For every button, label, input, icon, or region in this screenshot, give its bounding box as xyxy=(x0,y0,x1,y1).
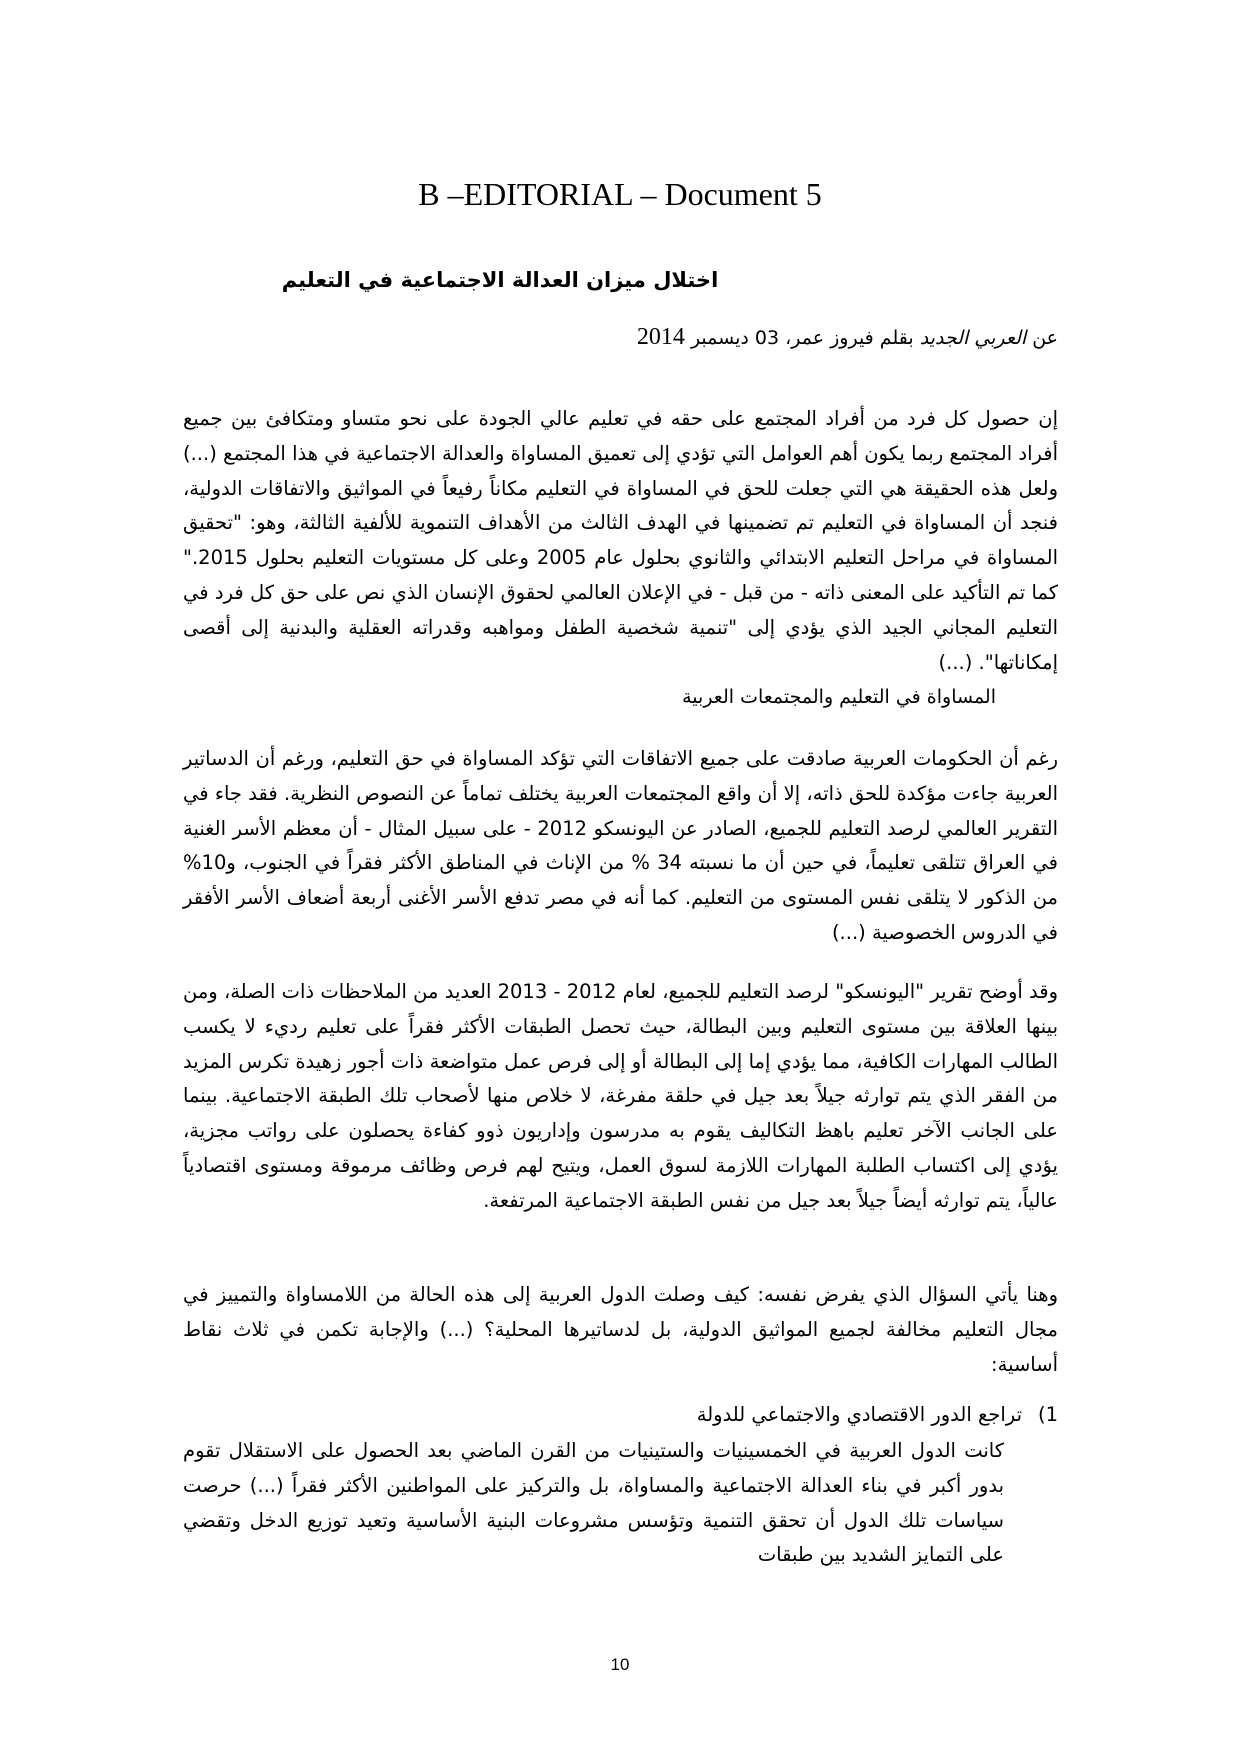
article-paragraph: إن حصول كل فرد من أفراد المجتمع على حقه في تعليم عالي الجودة على نحو متساو ومتكافئ بين جميع أفراد المجتمع ربما يكون أهم العوامل التي تؤدي إلى تعميق المساواة والعدالة الاجتماعية في هذا المجتمع (...) ولعل هذه الحقيقة هي التي جعلت للحق في المساواة في التعليم مكاناً رفيعاً في المواثيق والاتفاقات الدولية، فنجد أن المساواة في التعليم تم تضمينها في الهدف الثالث من الأهداف التنموية للألفية الثالثة، وهو: "تحقيق المساواة في مراحل التعليم الابتدائي والثانوي بحلول عام 2005 وعلى كل مستويات التعليم بحلول 2015." كما تم التأكيد على المعنى ذاته - من قبل - في الإعلان العالمي لحقوق الإنسان الذي نص على حق كل فرد في التعليم المجاني الجيد الذي يؤدي إلى "تنمية شخصية الطفل ومواهبه وقدراته العقلية والبدنية إلى أقصى إمكاناتها". (...) xyxy=(183,407,1058,674)
publication-year: 2014 xyxy=(636,324,685,350)
list-item-text: كانت الدول العربية في الخمسينيات والستينيات من القرن الماضي بعد الحصول على الاستقلال تقوم بدور أكبر في بناء العدالة الاجتماعية والمساواة، بل والتركيز على المواطنين الأكثر فقراً (...) حرصت سياسات تلك الدول أن تحقق التنمية وتؤسس مشروعات البنية الأساسية وتعيد توزيع الدخل وتقضي على التمايز الشديد بين طبقات xyxy=(183,1439,1004,1567)
page-number: 10 xyxy=(610,1655,630,1674)
source-prefix: عن xyxy=(1032,327,1058,349)
article-paragraph: وهنا يأتي السؤال الذي يفرض نفسه: كيف وصلت الدول العربية إلى هذه الحالة من اللامساواة والتمييز في مجال التعليم مخالفة لجميع المواثيق الدولية، بل لدساتيرها المحلية؟ (...) والإجابة تكمن في ثلاث نقاط أساسية: xyxy=(183,1283,1058,1376)
document-title: B –EDITORIAL – Document 5 xyxy=(418,176,822,212)
section-heading: المساواة في التعليم والمجتمعات العربية xyxy=(682,686,996,708)
list-item-title: تراجع الدور الاقتصادي والاجتماعي للدولة xyxy=(696,1403,1022,1426)
article-paragraph: رغم أن الحكومات العربية صادقت على جميع الاتفاقات التي تؤكد المساواة في حق التعليم، ورغم أن الدساتير العربية جاءت مؤكدة للحق ذاته، إلا أن واقع المجتمعات العربية يختلف تماماً عن النصوص النظرية. فقد جاء في التقرير العالمي لرصد التعليم للجميع، الصادر عن اليونسكو 2012 - على سبيل المثال - أن معظم الأسر الغنية في العراق تتلقى تعليماً، في حين أن ما نسبته 34 % من الإناث في المناطق الأكثر فقراً في الجنوب، و10% من الذكور لا يتلقى نفس المستوى من التعليم. كما أنه في مصر تدفع الأسر الأغنى أربعة أضعاف الأسر الأفقر في الدروس الخصوصية (...) xyxy=(183,747,1059,944)
author-date: بقلم فيروز عمر، 03 ديسمبر xyxy=(690,327,914,349)
list-item-number: 1) xyxy=(1037,1403,1058,1426)
article-source-line xyxy=(358,324,1058,351)
publication-name: العربي الجديد xyxy=(919,327,1027,349)
article-headline: اختلال ميزان العدالة الاجتماعية في التعليم xyxy=(281,268,719,292)
article-paragraph: وقد أوضح تقرير "اليونسكو" لرصد التعليم للجميع، لعام 2012 - 2013 العديد من الملاحظات ذات الصلة، ومن بينها العلاقة بين مستوى التعليم وبين البطالة، حيث تحصل الطبقات الأكثر فقراً على تعليم رديء لا يكسب الطالب المهارات الكافية، مما يؤدي إما إلى البطالة أو إلى فرص عمل متواضعة ذات أجور زهيدة تكرس المزيد من الفقر الذي يتم توارثه جيلاً بعد جيل في حلقة مفرغة، لا خلاص منها لأصحاب تلك الطبقة الاجتماعية. بينما على الجانب الآخر تعليم باهظ التكاليف يقوم به مدرسون وإداريون ذوو كفاءة يحصلون على رواتب مجزية، يؤدي إلى اكتساب الطلبة المهارات اللازمة لسوق العمل، ويتيح لهم فرص وظائف مرموقة ومستوى اقتصادياً عالياً، يتم توارثه أيضاً جيلاً بعد جيل من نفس الطبقة الاجتماعية المرتفعة. xyxy=(183,980,1058,1212)
